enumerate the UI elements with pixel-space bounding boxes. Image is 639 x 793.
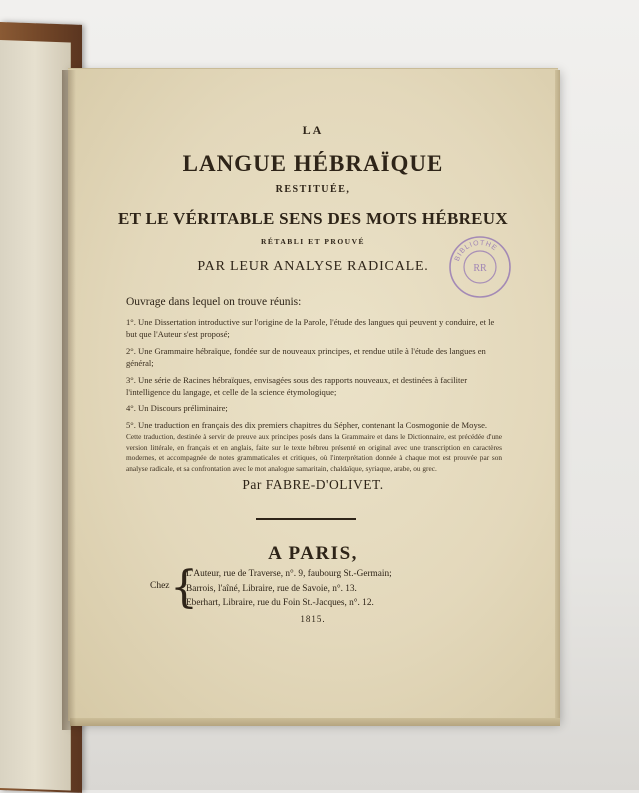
contents-item-4: 4°. Un Discours préliminaire;	[126, 403, 228, 414]
address-line-3: Eberhart, Libraire, rue du Foin St.-Jacques, n°. 12.	[186, 598, 374, 608]
gutter-shadow	[62, 70, 76, 730]
contents-item-1: 1°. Une Dissertation introductive sur l'origine de la Parole, l'étude des langues qui peuvent y conduire, et le but que l'Auteur s'est proposé;	[126, 317, 495, 340]
curly-brace: {	[170, 562, 198, 613]
contents-item-2: 2°. Une Grammaire hébraïque, fondée sur de nouveaux principes, et rendue utile à l'étude des langues en général;	[126, 345, 486, 369]
address-line-1: L'Auteur, rue de Traverse, n°. 9, faubourg St.-Germain;	[186, 569, 392, 579]
contents-list	[126, 316, 502, 435]
title-page	[68, 68, 558, 721]
page-edge	[555, 70, 560, 720]
translation-note: Cette traduction, destinée à servir de preuve aux principes posés dans la Grammaire et dans le Dictionnaire, est précédée d'une version littérale, en français et en anglais, faite sur le texte hébreu présenté en original avec une transcription en caractères modernes, et accompagnée de notes grammaticales et critiques, où l'interprétation donnée à chaque mot est prouvée par son analyse radicale, et sa confrontation avec le mot analogue samaritain, chaldaïque, syriaque, arabe, ou grec.	[126, 432, 502, 474]
subtitle-retabli: RÉTABLI ET PROUVÉ	[261, 237, 365, 246]
publication-year: 1815.	[300, 614, 326, 624]
contents-item-5: 5°. Une traduction en français des dix premiers chapitres du Sépher, contenant la Cosmogonie de Moyse.	[126, 419, 488, 430]
stamp-initials: RR	[473, 263, 487, 274]
ouvrage-intro: Ouvrage dans lequel on trouve réunis:	[126, 296, 302, 308]
author-line: Par FABRE-D'OLIVET.	[242, 477, 384, 492]
stamp-arc-text: BIBLIOTHE	[453, 239, 499, 263]
title-article: LA	[302, 123, 324, 137]
imprint-chez: Chez	[150, 581, 170, 591]
contents-item-3: 3°. Une série de Racines hébraïques, envisagées sous des rapports nouveaux, et destinées à faciliter l'intelligence du langage, et celle de la science étymologique;	[126, 374, 468, 398]
main-title: LANGUE HÉBRAÏQUE	[182, 151, 444, 176]
title-restituee: RESTITUÉE,	[275, 184, 351, 195]
library-stamp	[448, 235, 512, 299]
imprint-addresses	[186, 567, 392, 611]
subtitle-analyse: PAR LEUR ANALYSE RADICALE.	[197, 259, 429, 274]
page-bottom-edge	[70, 718, 560, 726]
divider-rule	[256, 518, 356, 520]
imprint-city: A PARIS,	[268, 543, 358, 564]
subtitle: ET LE VÉRITABLE SENS DES MOTS HÉBREUX	[118, 209, 508, 228]
address-line-2: Barrois, l'aîné, Libraire, rue de Savoie, n°. 13.	[186, 583, 357, 594]
flyleaf-page	[0, 40, 71, 790]
